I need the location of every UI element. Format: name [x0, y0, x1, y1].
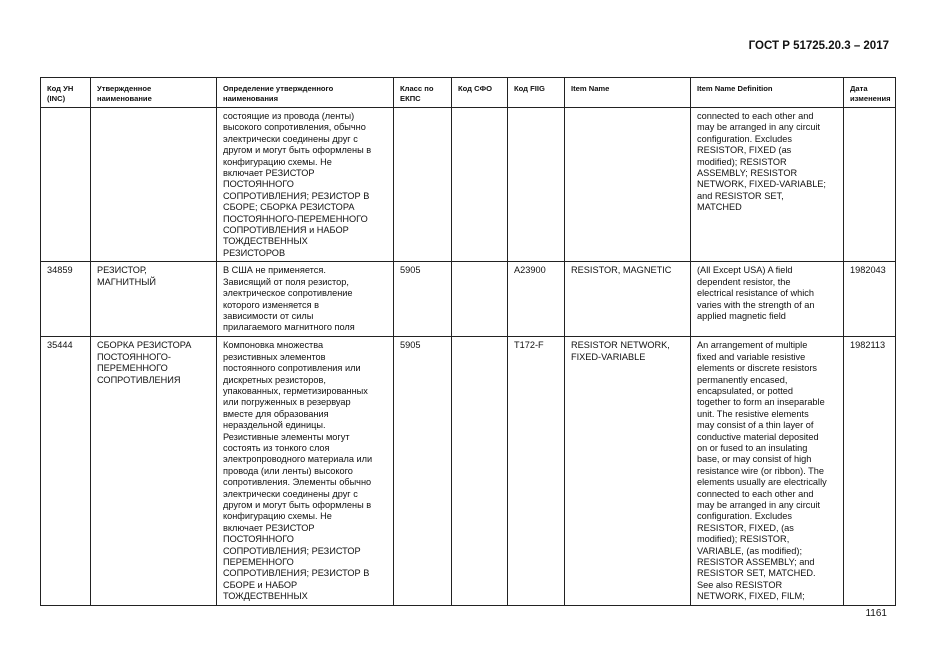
cell-item-definition: An arrangement of multiple fixed and variable resistive elements or discrete resistors permanently encased, encapsulated, or potted together to form an inseparable unit. The resistive elements may consist of a thin layer of conductive material deposited on or fused to an insulating base, or may consist of high resistance wire (or ribbon). The elements usually are electrically connected to each other and may be arranged in any circuit configuration. Excludes RESISTOR, FIXED, (as modified); RESISTOR, VARIABLE, (as modified); RESISTOR ASSEMBLY; and RESISTOR SET, MATCHED. See also RESISTOR NETWORK, FIXED, FILM;: [691, 337, 844, 605]
cell-class: 5905: [394, 262, 452, 337]
cell-definition-ru: Компоновка множества резистивных элементов постоянного сопротивления или дискретных резисторов, упакованных, герметизированных или погруженных в резервуар вместе для образования нераздельной единицы. Резистивные элементы могут состоять из тонкого слоя электропроводного материала или провода (или ленты) высокого сопротивления. Элементы обычно электрически соединены друг с другом и могут быть оформлены в конфигурацию схемы. Не включает РЕЗИСТОР ПОСТОЯННОГО СОПРОТИВЛЕНИЯ; РЕЗИСТОР ПЕРЕМЕННОГО СОПРОТИВЛЕНИЯ; РЕЗИСТОР В СБОРЕ и НАБОР ТОЖДЕСТВЕННЫХ: [217, 337, 394, 605]
cell-name-ru: [91, 108, 217, 262]
cell-item-definition: (All Except USA) A field dependent resistor, the electrical resistance of which varies with the strength of an applied magnetic field: [691, 262, 844, 337]
cell-date: [844, 108, 896, 262]
col-header-fiig: Код FIIG: [508, 78, 565, 108]
cell-fiig: A23900: [508, 262, 565, 337]
cell-name-ru: РЕЗИСТОР, МАГНИТНЫЙ: [91, 262, 217, 337]
cell-date: 1982043: [844, 262, 896, 337]
col-header-definition-ru: Определение утвержденного наименования: [217, 78, 394, 108]
col-header-date: Дата изменения: [844, 78, 896, 108]
col-header-item-name: Item Name: [565, 78, 691, 108]
table-row: [41, 337, 896, 605]
cell-name-ru: СБОРКА РЕЗИСТОРА ПОСТОЯННОГО- ПЕРЕМЕННОГО СОПРОТИВЛЕНИЯ: [91, 337, 217, 605]
cell-sfo: [452, 262, 508, 337]
cell-sfo: [452, 108, 508, 262]
cell-class: [394, 108, 452, 262]
cell-item-definition: connected to each other and may be arranged in any circuit configuration. Excludes RESISTOR, FIXED (as modified); RESISTOR ASSEMBLY; RESISTOR NETWORK, FIXED-VARIABLE; and RESISTOR SET, MATCHED: [691, 108, 844, 262]
cell-item-name: [565, 108, 691, 262]
table-row: [41, 108, 896, 262]
cell-code: 34859: [41, 262, 91, 337]
cell-definition-ru: состоящие из провода (ленты) высокого сопротивления, обычно электрически соединены друг с другом и могут быть оформлены в конфигурацию схемы. Не включает РЕЗИСТОР ПОСТОЯННОГО СОПРОТИВЛЕНИЯ; РЕЗИСТОР В СБОРЕ; СБОРКА РЕЗИСТОРА ПОСТОЯННОГО-ПЕРЕМЕННОГО СОПРОТИВЛЕНИЯ и НАБОР ТОЖДЕСТВЕННЫХ РЕЗИСТОРОВ: [217, 108, 394, 262]
cell-code: [41, 108, 91, 262]
col-header-sfo: Код СФО: [452, 78, 508, 108]
cell-code: 35444: [41, 337, 91, 605]
cell-fiig: T172-F: [508, 337, 565, 605]
col-header-item-definition: Item Name Definition: [691, 78, 844, 108]
page-number: 1161: [865, 608, 887, 619]
catalog-table-wrapper: [40, 77, 895, 606]
col-header-name-ru: Утвержденное наименование: [91, 78, 217, 108]
catalog-table: [40, 77, 896, 606]
cell-sfo: [452, 337, 508, 605]
cell-date: 1982113: [844, 337, 896, 605]
cell-definition-ru: В США не применяется. Зависящий от поля резистор, электрическое сопротивление которого изменяется в зависимости от силы прилагаемого магнитного поля: [217, 262, 394, 337]
cell-class: 5905: [394, 337, 452, 605]
col-header-code: Код УН (INC): [41, 78, 91, 108]
table-row: [41, 262, 896, 337]
col-header-class: Класс по ЕКПС: [394, 78, 452, 108]
cell-fiig: [508, 108, 565, 262]
table-header-row: [41, 78, 896, 108]
cell-item-name: RESISTOR NETWORK, FIXED-VARIABLE: [565, 337, 691, 605]
cell-item-name: RESISTOR, MAGNETIC: [565, 262, 691, 337]
document-code: ГОСТ Р 51725.20.3 – 2017: [748, 40, 889, 52]
